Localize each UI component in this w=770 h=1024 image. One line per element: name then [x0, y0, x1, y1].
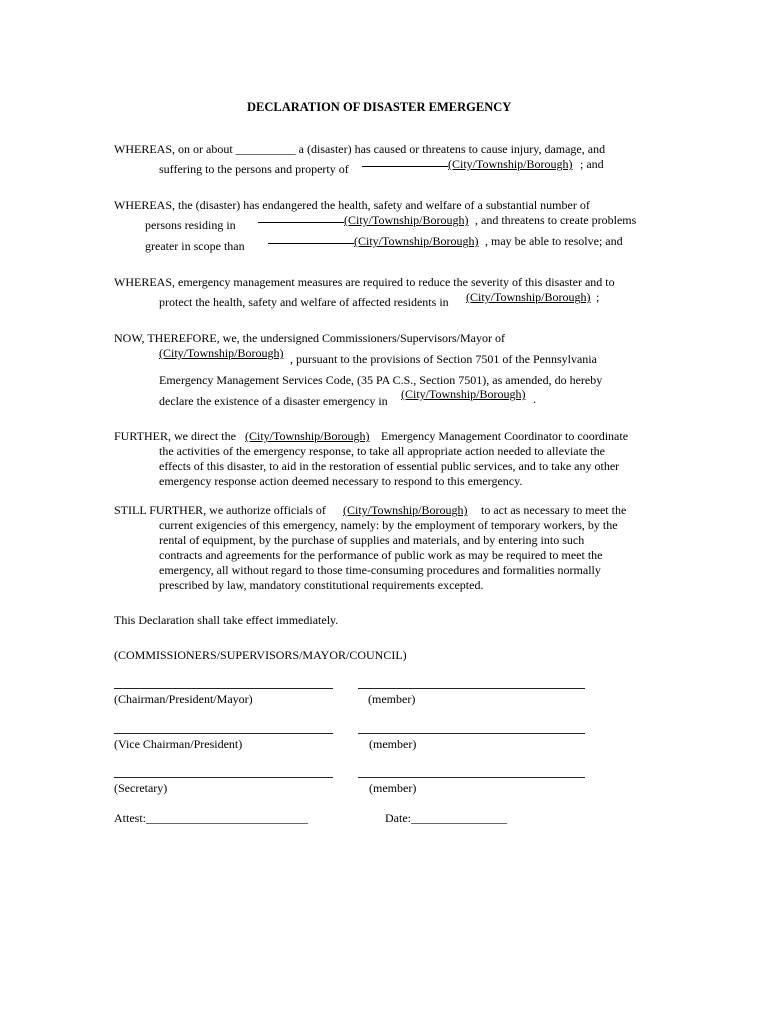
place-field: (City/Township/Borough) — [159, 346, 284, 360]
place-field: (City/Township/Borough) — [466, 290, 591, 304]
blank-line — [268, 243, 354, 244]
blank-line — [258, 222, 344, 223]
signature-line-secretary[interactable] — [114, 777, 333, 778]
still-further-line-6: prescribed by law, mandatory constitutional requirements excepted. — [159, 578, 484, 592]
blank-line — [362, 166, 448, 167]
still-further-line-4: contracts and agreements for the performance of public work as may be required to meet the — [159, 548, 603, 562]
further-line-2: the activities of the emergency response, to take all appropriate action needed to alleviate the — [159, 444, 605, 458]
vice-chair-label: (Vice Chairman/President) — [114, 737, 243, 751]
whereas-1-line-2-end: ; and — [580, 157, 604, 171]
now-therefore-line-2-end: , pursuant to the provisions of Section 7501 of the Pennsylvania — [290, 352, 597, 366]
whereas-3-line-2-start: protect the health, safety and welfare of affected residents in — [159, 295, 449, 309]
place-field: (City/Township/Borough) — [343, 503, 468, 517]
further-line-1-start: FURTHER, we direct the — [114, 429, 236, 443]
signature-line-member-2[interactable] — [358, 733, 585, 734]
place-field: (City/Township/Borough) — [401, 387, 526, 401]
still-further-line-1-end: to act as necessary to meet the — [481, 503, 627, 517]
whereas-1-line-1: WHEREAS, on or about __________ a (disaster) has caused or threatens to cause injury, damage, and — [114, 142, 606, 156]
still-further-line-3: rental of equipment, by the purchase of supplies and materials, and by entering into such — [159, 533, 585, 547]
governing-body-label: (COMMISSIONERS/SUPERVISORS/MAYOR/COUNCIL) — [114, 648, 407, 662]
date-field[interactable]: Date:________________ — [385, 811, 507, 825]
signature-line-member-3[interactable] — [358, 777, 585, 778]
now-therefore-line-4-start: declare the existence of a disaster emergency in — [159, 394, 388, 408]
document-title: DECLARATION OF DISASTER EMERGENCY — [247, 100, 512, 114]
place-field: (City/Township/Borough) — [344, 213, 469, 227]
signature-line-member-1[interactable] — [358, 688, 585, 689]
whereas-2-line-3-start: greater in scope than — [145, 239, 245, 253]
member-label: (member) — [368, 692, 416, 706]
member-label: (member) — [369, 737, 417, 751]
still-further-line-1-start: STILL FURTHER, we authorize officials of — [114, 503, 326, 517]
further-line-3: effects of this disaster, to aid in the restoration of essential public services, and to take any other — [159, 459, 620, 473]
now-therefore-line-1: NOW, THEREFORE, we, the undersigned Commissioners/Supervisors/Mayor of — [114, 331, 505, 345]
place-field: (City/Township/Borough) — [448, 157, 573, 171]
secretary-label: (Secretary) — [114, 781, 168, 795]
place-field: (City/Township/Borough) — [245, 429, 370, 443]
whereas-2-line-2-end: , and threatens to create problems — [475, 213, 637, 227]
chair-label: (Chairman/President/Mayor) — [114, 692, 253, 706]
still-further-line-2: current exigencies of this emergency, namely: by the employment of temporary workers, by the — [159, 518, 618, 532]
whereas-3-line-1: WHEREAS, emergency management measures are required to reduce the severity of this disaster and to — [114, 275, 615, 289]
now-therefore-line-4-end: . — [533, 392, 536, 406]
whereas-2-line-3-end: , may be able to resolve; and — [485, 234, 623, 248]
further-line-1-end: Emergency Management Coordinator to coordinate — [381, 429, 629, 443]
signature-line-chair[interactable] — [114, 688, 333, 689]
still-further-line-5: emergency, all without regard to those time-consuming procedures and formalities normally — [159, 563, 601, 577]
whereas-2-line-2-start: persons residing in — [145, 218, 236, 232]
further-line-4: emergency response action deemed necessary to respond to this emergency. — [159, 474, 523, 488]
whereas-2-line-1: WHEREAS, the (disaster) has endangered the health, safety and welfare of a substantial number of — [114, 198, 590, 212]
now-therefore-line-3: Emergency Management Services Code, (35 PA C.S., Section 7501), as amended, do hereby — [159, 373, 603, 387]
place-field: (City/Township/Borough) — [354, 234, 479, 248]
member-label: (member) — [369, 781, 417, 795]
whereas-1-line-2-start: suffering to the persons and property of — [159, 162, 349, 176]
whereas-3-line-2-end: ; — [596, 290, 600, 304]
signature-line-vice-chair[interactable] — [114, 733, 333, 734]
attest-field[interactable]: Attest:___________________________ — [114, 811, 308, 825]
effective-statement: This Declaration shall take effect immediately. — [114, 613, 339, 627]
